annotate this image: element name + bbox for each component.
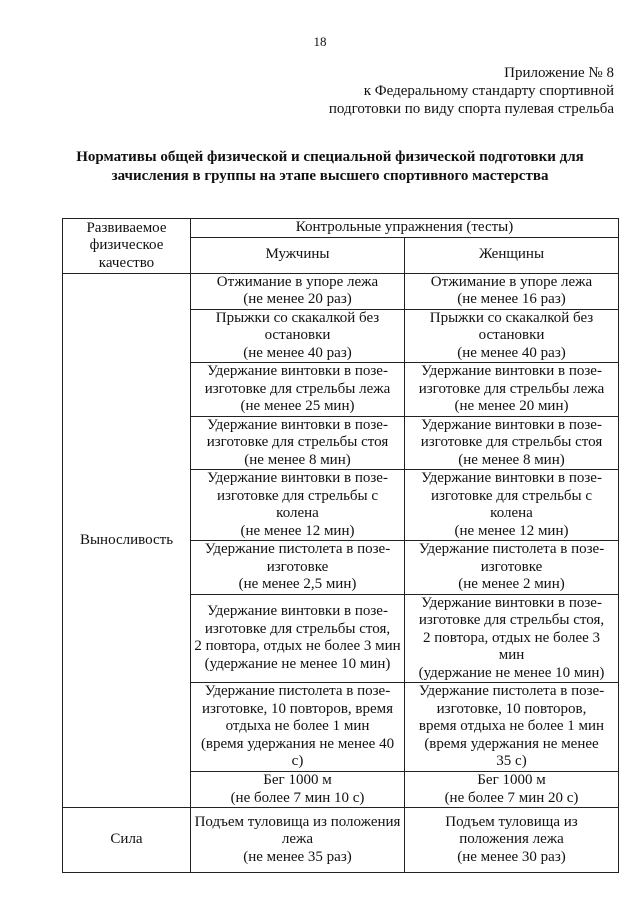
appendix-line: подготовки по виду спорта пулевая стрельба: [328, 101, 614, 117]
women-norm-line: (не менее 8 мин): [458, 451, 565, 468]
women-norm-line: изготовке для стрельбы с: [430, 487, 593, 504]
men-norm-line: изготовке для стрельбы стоя,: [204, 620, 391, 637]
men-norm-cell: [191, 594, 405, 683]
women-norm-line: остановки: [478, 327, 545, 343]
men-norm-line: Удержание винтовки в позе-: [207, 603, 388, 620]
men-norm-line: Удержание винтовки в позе-: [207, 470, 388, 486]
women-norm-cell: [405, 541, 619, 595]
women-norm-line: Удержание винтовки в позе-: [421, 363, 602, 379]
men-norm-cell: [191, 470, 405, 541]
men-norm-line: отдыха не более 1 мин: [225, 718, 370, 735]
women-norm-line: изготовке: [480, 558, 543, 575]
men-norm-cell: [191, 273, 405, 309]
men-norm-line: (не менее 12 мин): [240, 522, 355, 539]
women-norm-line: (удержание не менее 10 мин): [418, 664, 605, 681]
table-row: [63, 808, 619, 873]
women-norm-cell: [405, 273, 619, 309]
women-norm-line: мин: [498, 647, 525, 663]
quality-cell: Сила: [63, 808, 191, 873]
men-norm-line: изготовке для стрельбы стоя: [206, 434, 389, 450]
women-norm-line: Отжимание в упоре лежа: [430, 273, 593, 290]
men-norm-line: (не менее 35 раз): [243, 848, 352, 865]
men-norm-line: Прыжки со скакалкой без: [215, 309, 380, 326]
men-norm-line: (не менее 8 мин): [244, 451, 351, 468]
women-norm-line: 35 с): [496, 753, 527, 770]
women-norm-line: (не менее 12 мин): [454, 522, 569, 539]
women-norm-cell: [405, 683, 619, 772]
women-norm-line: изготовке, 10 повторов,: [436, 700, 587, 717]
header-men: Мужчины: [191, 237, 405, 273]
women-norm-cell: [405, 416, 619, 470]
header-tests: Контрольные упражнения (тесты): [191, 219, 619, 238]
women-norm-line: 2 повтора, отдых не более 3: [422, 629, 601, 646]
women-norm-line: время отдыха не более 1 мин: [418, 718, 605, 735]
men-norm-line: изготовке, 10 повторов, время: [201, 700, 394, 717]
women-norm-line: (время удержания не менее: [424, 735, 599, 752]
women-norm-line: Удержание пистолета в позе-: [418, 683, 605, 700]
women-norm-line: (не менее 20 мин): [454, 398, 569, 414]
men-norm-line: изготовке для стрельбы лежа: [204, 380, 391, 397]
women-norm-cell: [405, 594, 619, 683]
title-line: Нормативы общей физической и специальной физической подготовки для: [76, 149, 584, 165]
women-norm-line: (не более 7 мин 20 с): [444, 789, 579, 806]
men-norm-line: остановки: [264, 327, 331, 343]
men-norm-line: (время удержания не менее 40: [200, 735, 395, 752]
women-norm-line: Удержание винтовки в позе-: [421, 416, 602, 433]
women-norm-line: изготовке для стрельбы стоя,: [418, 612, 605, 628]
women-norm-line: Бег 1000 м: [477, 772, 546, 788]
women-norm-line: колена: [490, 505, 533, 521]
men-norm-cell: [191, 416, 405, 470]
women-norm-line: (не менее 30 раз): [457, 848, 566, 865]
header-quality-line: качество: [98, 254, 155, 271]
women-norm-line: (не менее 40 раз): [457, 344, 566, 361]
header-quality: [63, 219, 191, 274]
men-norm-line: Удержание винтовки в позе-: [207, 363, 388, 379]
women-norm-line: положения лежа: [459, 831, 564, 848]
men-norm-line: изготовке для стрельбы с: [216, 487, 379, 504]
women-norm-line: (не менее 16 раз): [457, 291, 566, 307]
men-norm-line: с): [291, 753, 304, 770]
women-norm-cell: [405, 808, 619, 873]
men-norm-line: Удержание пистолета в позе-: [204, 541, 391, 557]
appendix-reference: [329, 64, 614, 118]
men-norm-line: (не менее 2,5 мин): [238, 576, 357, 592]
men-norm-line: Удержание винтовки в позе-: [207, 416, 388, 433]
women-norm-line: изготовке для стрельбы стоя: [420, 434, 603, 450]
men-norm-line: (не более 7 мин 10 с): [230, 789, 365, 806]
header-women: Женщины: [405, 237, 619, 273]
title-line: зачисления в группы на этапе высшего спортивного мастерства: [111, 168, 549, 184]
women-norm-line: изготовке для стрельбы лежа: [418, 380, 605, 397]
women-norm-line: (не менее 2 мин): [458, 576, 565, 592]
men-norm-line: колена: [276, 505, 319, 521]
men-norm-line: (удержание не менее 10 мин): [204, 655, 391, 672]
women-norm-line: Удержание пистолета в позе-: [418, 541, 605, 557]
men-norm-line: 2 повтора, отдых не более 3 мин: [194, 638, 401, 655]
men-norm-cell: [191, 309, 405, 363]
header-quality-line: Развиваемое: [86, 219, 167, 236]
men-norm-cell: [191, 808, 405, 873]
document-title: [60, 148, 600, 186]
table-row: [63, 273, 619, 309]
men-norm-cell: [191, 683, 405, 772]
men-norm-cell: [191, 363, 405, 417]
women-norm-line: Удержание винтовки в позе-: [421, 470, 602, 486]
women-norm-cell: [405, 309, 619, 363]
appendix-line: к Федеральному стандарту спортивной: [363, 83, 614, 99]
men-norm-cell: [191, 772, 405, 808]
men-norm-line: (не менее 40 раз): [243, 344, 352, 361]
men-norm-line: Отжимание в упоре лежа: [216, 273, 379, 290]
men-norm-line: Удержание пистолета в позе-: [204, 683, 391, 700]
page-number: 18: [313, 34, 327, 49]
standards-table: [62, 218, 619, 873]
women-norm-line: Прыжки со скакалкой без: [429, 309, 594, 326]
men-norm-line: Подъем туловища из положения: [194, 813, 401, 830]
men-norm-line: изготовке: [266, 558, 329, 575]
women-norm-cell: [405, 363, 619, 417]
appendix-line: Приложение № 8: [504, 65, 614, 81]
women-norm-cell: [405, 470, 619, 541]
men-norm-line: (не менее 20 раз): [243, 291, 352, 307]
women-norm-line: Подъем туловища из: [445, 813, 578, 830]
men-norm-line: Бег 1000 м: [263, 772, 332, 788]
header-quality-line: физическое: [89, 237, 164, 253]
men-norm-line: (не менее 25 мин): [240, 398, 355, 414]
men-norm-cell: [191, 541, 405, 595]
quality-cell: Выносливость: [63, 273, 191, 808]
women-norm-line: Удержание винтовки в позе-: [421, 594, 602, 611]
men-norm-line: лежа: [281, 831, 314, 848]
table-body: [63, 273, 619, 873]
women-norm-cell: [405, 772, 619, 808]
